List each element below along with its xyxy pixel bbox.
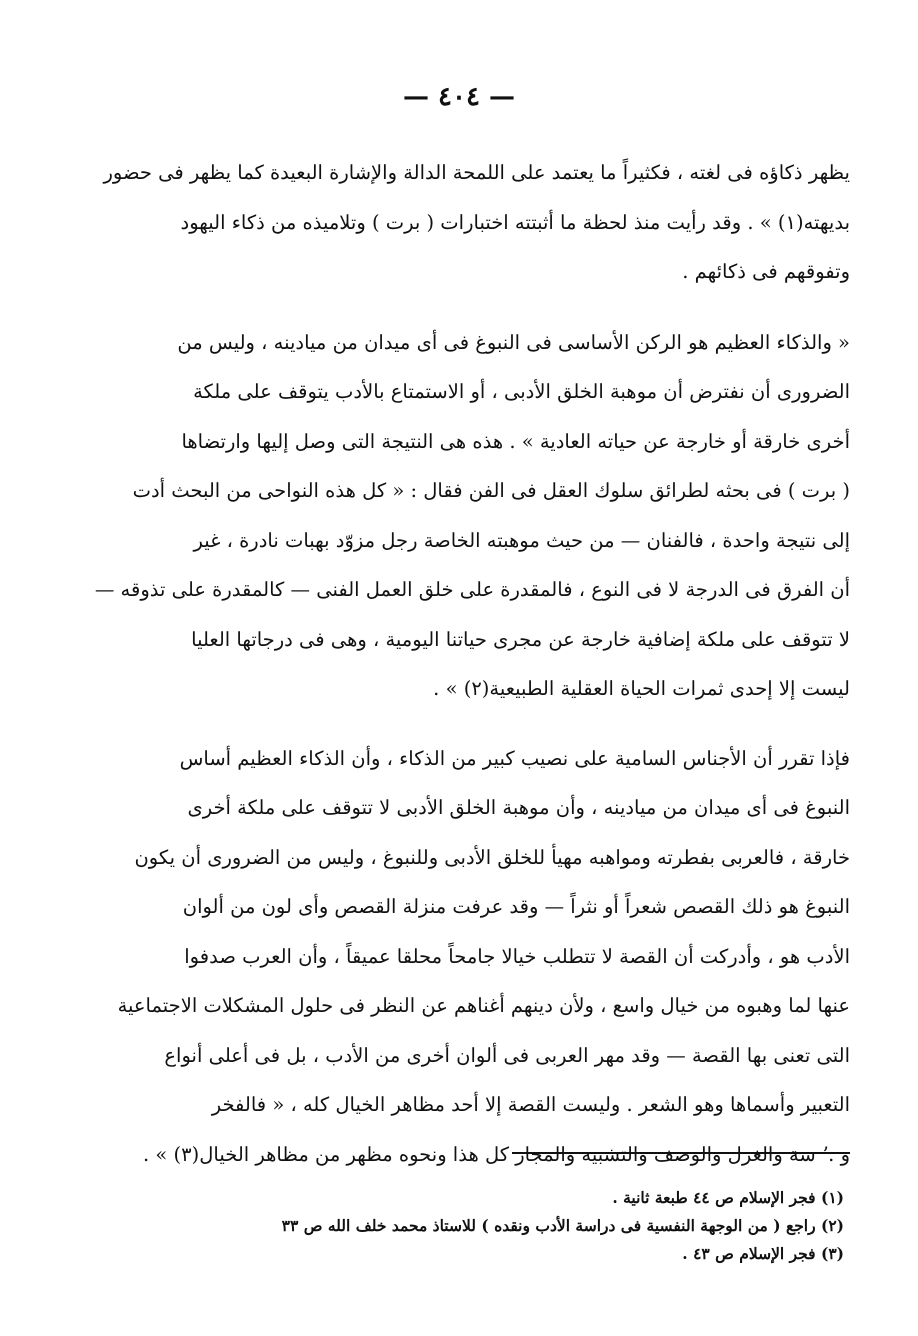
text-line: ( برت ) فى بحثه لطرائق سلوك العقل فى الفن فقال : « كل هذه النواحى من البحث أدت (132, 479, 850, 502)
text-line: يظهر ذكاؤه فى لغته ، فكثيراً ما يعتمد على اللمحة الدالة والإشارة البعيدة كما يظهر فى حضور (103, 161, 850, 184)
text-line: أخرى خارقة أو خارجة عن حياته العادية » . هذه هى النتيجة التى وصل إليها وارتضاها (181, 429, 850, 453)
paragraph-3 (72, 734, 850, 1180)
text-line: وتفوقهم فى ذكائهم . (682, 260, 850, 283)
footnote-1: (١) فجر الإسلام ص ٤٤ طبعة ثانية . (612, 1188, 844, 1207)
footnote-divider (512, 1152, 850, 1154)
paragraph-2 (72, 318, 850, 714)
text-line: النبوغ فى أى ميدان من ميادينه ، وأن موهبة الخلق الأدبى لا تتوقف على ملكة أخرى (187, 796, 850, 819)
text-line: بديهته(١) » . وقد رأيت منذ لحظة ما أثبتته اختبارات ( برت ) وتلاميذه من ذكاء اليهود (180, 210, 850, 234)
page-number: — ٤٠٤ — (402, 82, 516, 112)
text-line: ليست إلا إحدى ثمرات الحياة العقلية الطبيعية(٢) » . (433, 677, 850, 700)
text-line: التعبير وأسماها وهو الشعر . وليست القصة إلا أحد مظاهر الخيال كله ، « فالفخر (211, 1093, 850, 1116)
text-line: الضرورى أن نفترض أن موهبة الخلق الأدبى ، أو الاستمتاع بالأدب يتوقف على ملكة (193, 380, 850, 403)
text-line: لا تتوقف على ملكة إضافية خارجة عن مجرى حياتنا اليومية ، وهى فى درجاتها العليا (191, 627, 850, 651)
footnote-2: (٢) راجع ( من الوجهة النفسية فى دراسة الأدب ونقده ) للاستاذ محمد خلف الله ص ٣٣ (281, 1216, 844, 1235)
text-line: النبوغ هو ذلك القصص شعراً أو نثراً — وقد عرفت منزلة القصص وأى لون من ألوان (182, 895, 850, 918)
text-line: « والذكاء العظيم هو الركن الأساسى فى النبوغ فى أى ميدان من ميادينه ، وليس من (177, 330, 850, 354)
paragraph-1 (72, 148, 850, 297)
text-line: الأدب هو ، وأدركت أن القصة لا تتطلب خيالا جامحاً محلقا عميقاً ، وأن العرب صدفوا (184, 944, 850, 968)
text-line: التى تعنى بها القصة — وقد مهر العربى فى ألوان أخرى من الأدب ، بل فى أعلى أنواع (164, 1043, 850, 1067)
text-line: و .ʼ سة والغزل والوصف والتشبيه والمجاز كل هذا ونحوه مظهر من مظاهر الخيال(٣) » . (143, 1142, 850, 1166)
body-text (72, 148, 850, 1179)
footnote-3: (٣) فجر الإسلام ص ٤٣ . (682, 1244, 844, 1263)
text-line: فإذا تقرر أن الأجناس السامية على نصيب كبير من الذكاء ، وأن الذكاء العظيم أساس (179, 746, 850, 770)
text-line: عنها لما وهبوه من خيال واسع ، ولأن دينهم أغناهم عن النظر فى حلول المشكلات الاجتماعية (117, 994, 850, 1017)
text-line: أن الفرق فى الدرجة لا فى النوع ، فالمقدرة على خلق العمل الفنى — كالمقدرة على تذوقه — (94, 578, 850, 601)
text-line: إلى نتيجة واحدة ، فالفنان — من حيث موهبته الخاصة رجل مزوّد بهبات نادرة ، غير (193, 528, 850, 552)
footnotes (60, 1184, 844, 1268)
text-line: خارقة ، فالعربى بفطرته ومواهبه مهيأ للخلق الأدبى وللنبوغ ، وليس من الضرورى أن يكون (134, 845, 850, 869)
